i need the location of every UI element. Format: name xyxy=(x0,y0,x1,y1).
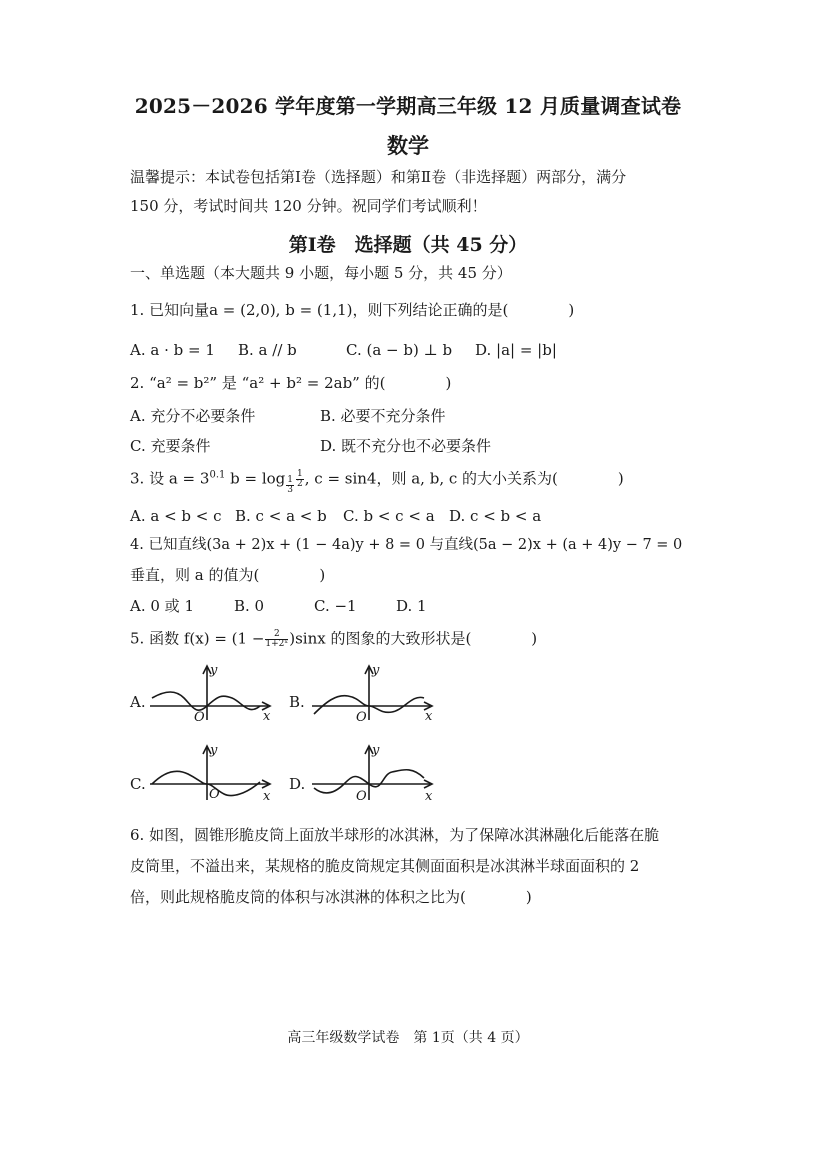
q5-graph-c-label[interactable]: C. xyxy=(130,775,146,793)
q5-graph-a-y-label: y xyxy=(210,663,218,678)
q5-graph-a[interactable] xyxy=(150,664,280,724)
q6-stem-line-1: 6. 如图，圆锥形脆皮筒上面放半球形的冰淇淋，为了保障冰淇淋融化后能落在脆 xyxy=(130,826,660,844)
q1-option-a[interactable]: A. a · b = 1 xyxy=(130,341,215,359)
q4-option-d[interactable]: D. 1 xyxy=(396,597,427,615)
q5-graph-d-y-label: y xyxy=(372,743,380,758)
q5-graph-c-origin: O xyxy=(209,787,220,802)
q5-graph-d[interactable] xyxy=(312,744,442,804)
q2-option-d[interactable]: D. 既不充分也不必要条件 xyxy=(320,437,492,455)
q5-graph-b-x-label: x xyxy=(425,709,433,724)
q3-option-b[interactable]: B. c < a < b xyxy=(235,507,327,525)
q3-option-a[interactable]: A. a < b < c xyxy=(130,507,222,525)
q5-graph-b-label[interactable]: B. xyxy=(289,693,305,711)
q3-stem xyxy=(130,470,624,495)
q4-stem-line-1: 4. 已知直线(3a + 2)x + (1 − 4a)y + 8 = 0 与直线(5a − 2)x + (a + 4)y − 7 = 0 xyxy=(130,537,683,553)
q5-graph-c[interactable] xyxy=(150,744,280,804)
q1-option-d[interactable]: D. |a| = |b| xyxy=(475,341,557,359)
q5-graph-b[interactable] xyxy=(312,664,442,724)
q2-option-b[interactable]: B. 必要不充分条件 xyxy=(320,407,446,425)
q5-stem-a: 5. 函数 f(x) = (1 − xyxy=(130,629,265,648)
q4-stem-line-2: 垂直，则 a 的值为( ) xyxy=(130,566,326,584)
q6-stem-line-3: 倍，则此规格脆皮筒的体积与冰淇淋的体积之比为( ) xyxy=(130,888,532,906)
notice-line-2: 150 分，考试时间共 120 分钟。祝同学们考试顺利！ xyxy=(130,197,487,215)
q4-option-a[interactable]: A. 0 或 1 xyxy=(130,597,194,615)
q5-fraction: $\frac{2}{\text{1+2ˣ}}$ xyxy=(265,629,289,649)
section-title: 第Ⅰ卷 选择题（共 45 分） xyxy=(288,234,528,256)
exam-title: 2025－2026 学年度第一学期高三年级 12 月质量调查试卷 xyxy=(134,94,682,118)
notice-line-1: 温馨提示：本试卷包括第Ⅰ卷（选择题）和第Ⅱ卷（非选择题）两部分，满分 xyxy=(130,168,627,186)
q3-exponent: 0.1 xyxy=(209,469,226,481)
q5-graph-d-origin: O xyxy=(356,789,367,804)
q3-option-c[interactable]: C. b < c < a xyxy=(343,507,435,525)
exam-subject: 数学 xyxy=(387,133,429,158)
q3-option-d[interactable]: D. c < b < a xyxy=(449,507,542,525)
q3-stem-c: , c = sin4，则 a, b, c 的大小关系为( ) xyxy=(304,469,624,488)
q5-graph-b-origin: O xyxy=(356,710,367,725)
page-footer: 高三年级数学试卷 第 1页（共 4 页） xyxy=(287,1030,529,1046)
q3-log-arg: $\frac{1}{2}$ xyxy=(297,469,303,489)
q2-option-c[interactable]: C. 充要条件 xyxy=(130,437,211,455)
q4-option-b[interactable]: B. 0 xyxy=(234,597,265,615)
q5-graph-a-x-label: x xyxy=(263,709,271,724)
q5-graph-a-label[interactable]: A. xyxy=(130,693,146,711)
q1-stem: 1. 已知向量a = (2,0), b = (1,1)，则下列结论正确的是( ) xyxy=(130,301,575,319)
q4-option-c[interactable]: C. −1 xyxy=(314,597,357,615)
q5-stem-b: )sinx 的图象的大致形状是( ) xyxy=(289,629,538,648)
q3-stem-a: 3. 设 a = 3 xyxy=(130,469,210,488)
q5-graph-c-x-label: x xyxy=(263,789,271,804)
q6-stem-line-2: 皮筒里，不溢出来，某规格的脆皮筒规定其侧面面积是冰淇淋半球面面积的 2 xyxy=(130,857,640,875)
q5-graph-c-y-label: y xyxy=(210,743,218,758)
part-heading: 一、单选题（本大题共 9 小题，每小题 5 分，共 45 分） xyxy=(130,264,512,282)
q5-stem xyxy=(130,630,537,649)
q5-graph-d-x-label: x xyxy=(425,789,433,804)
q1-option-c[interactable]: C. (a − b) ⊥ b xyxy=(346,341,453,359)
q2-option-a[interactable]: A. 充分不必要条件 xyxy=(130,407,256,425)
q3-log-base: $\frac{1}{3}$ xyxy=(287,474,293,495)
q3-stem-b: b = log xyxy=(225,469,286,488)
q5-graph-b-y-label: y xyxy=(372,663,380,678)
q5-graph-d-label[interactable]: D. xyxy=(289,775,306,793)
q2-stem: 2. “a² = b²” 是 “a² + b² = 2ab” 的( ) xyxy=(130,374,452,392)
q5-graph-a-origin: O xyxy=(194,710,205,725)
q1-option-b[interactable]: B. a // b xyxy=(238,341,297,359)
